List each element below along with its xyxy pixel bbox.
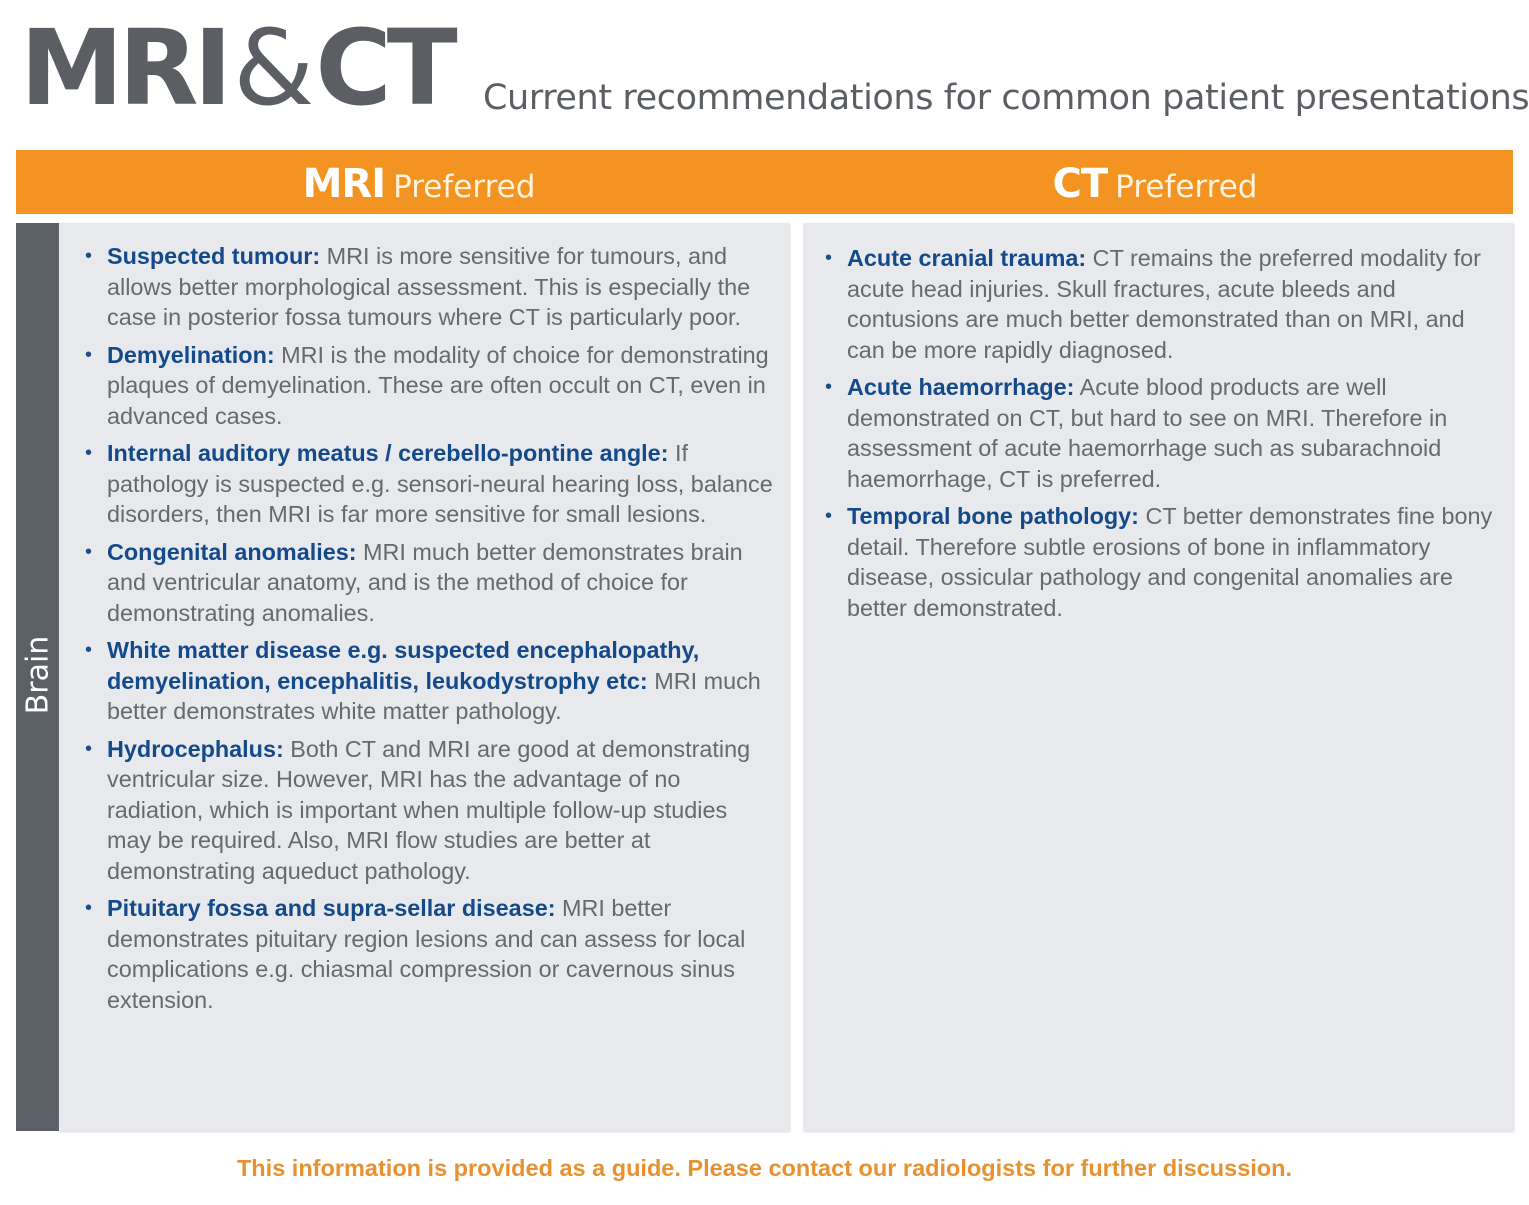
footer-disclaimer: This information is provided as a guide. Please contact our radiologists for further discussion.: [236, 1155, 1293, 1181]
list-item: [825, 501, 1495, 623]
section-tab-brain: [16, 223, 59, 1131]
item-term: Acute haemorrhage:: [847, 374, 1075, 400]
item-text: MRI is the modality of choice for demonstrating plaques of demyelination. These are often occult on CT, even in advanced cases.: [107, 341, 769, 429]
bullet-icon: •: [825, 376, 833, 398]
section-label-wrap: [16, 223, 59, 1131]
list-item: [85, 340, 775, 432]
list-item: [825, 372, 1495, 494]
list-item: [85, 893, 775, 1015]
ct-preferred-panel: [803, 223, 1513, 1131]
mri-item-list: [85, 241, 775, 1022]
list-item: [85, 438, 775, 530]
item-term: Hydrocephalus:: [107, 735, 284, 762]
column-header-mri-strong: MRI: [302, 161, 386, 207]
list-item: [85, 537, 775, 629]
list-item: [825, 243, 1495, 365]
bullet-icon: •: [825, 247, 833, 269]
page-subtitle: Current recommendations for common patient presentations: [483, 78, 1529, 118]
mri-preferred-panel: [59, 223, 789, 1131]
item-text: Both CT and MRI are good at demonstrating ventricular size. However, MRI has the advantage of no radiation, which is important when multiple follow-up studies may be required. Also, MRI flow studies are better at demonstrating aqueduct pathology.: [107, 735, 751, 884]
title-ct: CT: [315, 7, 453, 129]
item-text: Acute blood products are well demonstrated on CT, but hard to see on MRI. Therefore in assessment of acute haemorrhage such as subarachnoid haemorrhage, CT is preferred.: [847, 374, 1448, 492]
item-text: MRI much better demonstrates white matter pathology.: [107, 667, 761, 724]
column-header-ct-strong: CT: [1052, 161, 1108, 207]
section-label: Brain: [20, 635, 55, 715]
title-ampersand: &: [233, 7, 310, 129]
item-text: MRI is more sensitive for tumours, and allows better morphological assessment. This is especially the case in posterior fossa tumours where CT is particularly poor.: [107, 243, 751, 330]
item-text: CT remains the preferred modality for acute head injuries. Skull fractures, acute bleeds and contusions are much better demonstrated than on MRI, and can be more rapidly diagnosed.: [847, 245, 1481, 363]
item-term: Congenital anomalies:: [107, 538, 357, 565]
list-item: [85, 241, 775, 333]
column-header-mri: [16, 150, 822, 214]
bullet-icon: •: [85, 737, 93, 760]
bullet-icon: •: [85, 245, 93, 267]
item-text: CT better demonstrates fine bony detail. Therefore subtle erosions of bone in inflammatory disease, ossicular pathology and congenital anomalies are better demonstrated.: [847, 503, 1493, 621]
page-title: [20, 7, 453, 129]
column-header-bar: [16, 150, 1513, 214]
bullet-icon: •: [85, 897, 93, 919]
item-term: Demyelination:: [107, 341, 275, 368]
item-term: Acute cranial trauma:: [847, 245, 1087, 271]
list-item: [85, 734, 775, 887]
item-term: White matter disease e.g. suspected encephalopathy, demyelination, encephalitis, leukodystrophy etc:: [107, 637, 700, 694]
bullet-icon: •: [85, 639, 93, 661]
title-mri: MRI: [20, 7, 228, 129]
item-term: Temporal bone pathology:: [847, 503, 1139, 529]
item-text: MRI much better demonstrates brain and ventricular anatomy, and is the method of choice for demonstrating anomalies.: [107, 538, 743, 626]
bullet-icon: •: [825, 505, 833, 527]
bullet-icon: •: [85, 343, 93, 366]
item-text: MRI better demonstrates pituitary region lesions and can assess for local complications e.g. chiasmal compression or cavernous sinus extension.: [107, 895, 746, 1013]
item-text: If pathology is suspected e.g. sensori-neural hearing loss, balance disorders, then MRI is far more sensitive for small lesions.: [107, 440, 773, 527]
bullet-icon: •: [85, 442, 93, 464]
list-item: [85, 635, 775, 727]
column-header-mri-light: Preferred: [393, 169, 536, 205]
column-header-ct-light: Preferred: [1115, 169, 1258, 205]
item-term: Suspected tumour:: [107, 243, 321, 269]
column-header-ct: [802, 150, 1508, 214]
ct-item-list: [825, 243, 1495, 630]
item-term: Internal auditory meatus / cerebello-pontine angle:: [107, 440, 669, 466]
bullet-icon: •: [85, 540, 93, 563]
item-term: Pituitary fossa and supra-sellar disease:: [107, 895, 556, 921]
